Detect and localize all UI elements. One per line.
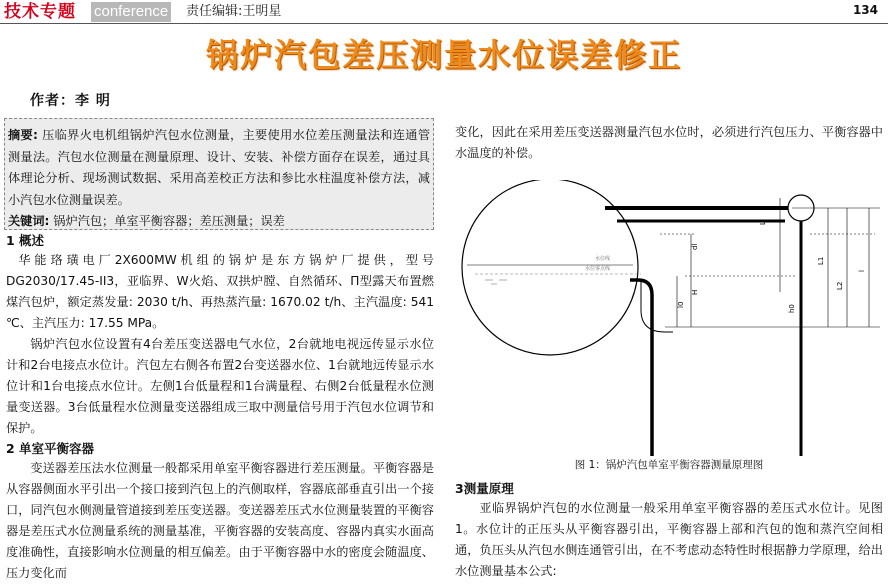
label-L1: L1 — [817, 256, 825, 265]
zero-level-label: 水位零点线 — [585, 266, 611, 272]
author-line: 作者：李 明 — [30, 93, 111, 109]
abstract-text: 压临界火电机组锅炉汽包水位测量，主要使用水位差压测量法和连通管测量法。汽包水位测量在测量原理、设计、安装、补偿方面存在误差，通过具体理论分析、现场测试数据、采用高差校正方法和参比水柱温度补偿方法，减小汽包水位测量误差。 — [8, 128, 430, 207]
page-number: 134 — [852, 3, 878, 17]
section-1-paragraph-2: 锅炉汽包水位设置有4台差压变送器电气水位，2台就地电视远传显示水位计和2台电接点水位计。汽包左右侧各布置2台变送器水位、1台就地远传显示水位计和1台电接点水位计。左侧1台低量程和1台满量程、右侧2台低量程水位测量变送器。3台低量程水位测量变送器组成三取中测量信号用于汽包水位调节和保护。 — [6, 337, 434, 435]
keywords-label: 关键词: — [8, 214, 50, 228]
header-rule — [0, 23, 888, 24]
label-h0: h0 — [788, 304, 796, 313]
label-H: H — [691, 289, 699, 295]
figure-caption: 图 1：锅炉汽包单室平衡容器测量原理图 — [574, 459, 764, 471]
section-2-heading: 2 单室平衡容器 — [6, 441, 95, 456]
editor-credit: 责任编辑:王明星 — [186, 4, 282, 19]
label-L: L — [759, 221, 767, 225]
water-level-label: 水位线 — [595, 256, 611, 262]
keywords-text: 锅炉汽包；单室平衡容器；差压测量；误差 — [49, 214, 285, 228]
keywords-paragraph — [8, 211, 430, 233]
section-1-paragraph-1: 华能珞璜电厂2X600MW机组的锅炉是东方锅炉厂提供，型号DG2030/17.45-II3，亚临界、W火焰、双拱炉膛、自然循环、Π型露天布置燃煤汽包炉，额定蒸发量: 2030 t/h、再热蒸汽量: 1670.02 t/h、主汽温度: 541 ℃、主汽压力: 17.55 MPa。 — [6, 253, 434, 330]
abstract-paragraph — [8, 125, 430, 211]
left-column — [6, 232, 434, 584]
label-l0: l0 — [677, 301, 685, 308]
label-L2: L2 — [836, 281, 844, 290]
boiler-drum-diagram — [455, 180, 885, 456]
column-badge: 技术专题 — [4, 1, 91, 23]
section-3-paragraph-1: 亚临界锅炉汽包的水位测量一般采用单室平衡容器的差压式水位计。见图 1。水位计的正压头从平衡容器引出，平衡容器上部和汽包的饱和蒸汽空间相通，负压头从汽包水侧连通管引出，在不考虑动态特性时根据静力学原理，给出水位测量基本公式: — [455, 501, 883, 578]
right-column-section-3 — [455, 480, 883, 582]
label-dl: dl — [691, 243, 699, 250]
abstract-box — [4, 118, 434, 230]
section-3-heading: 3测量原理 — [455, 481, 514, 496]
abstract-label: 摘要: — [8, 128, 38, 142]
section-1-heading: 1 概述 — [6, 233, 45, 248]
section-2-paragraph-1: 变送器差压法水位测量一般都采用单室平衡容器进行差压测量。平衡容器是从容器侧面水平引出一个接口接到汽包上的汽侧取样，容器底部垂直引出一个接口，同汽包水侧测量管道接到差压变送器。变送器差压式水位测量装置的平衡容器是差压式水位测量系统的测量基准，平衡容器的安装高度、容器内真实水面高度准确性，直接影响水位测量的相互偏差。由于平衡容器中水的密度会随温度、压力变化而 — [6, 461, 434, 580]
section-label: conference — [91, 2, 171, 22]
label-l: l — [858, 270, 866, 272]
inner-connector — [641, 280, 673, 332]
right-column-intro: 变化，因此在采用差压变送器测量汽包水位时，必须进行汽包压力、平衡容器中水温度的补偿。 — [455, 125, 883, 160]
article-title: 锅炉汽包差压测量水位误差修正 — [205, 36, 682, 74]
